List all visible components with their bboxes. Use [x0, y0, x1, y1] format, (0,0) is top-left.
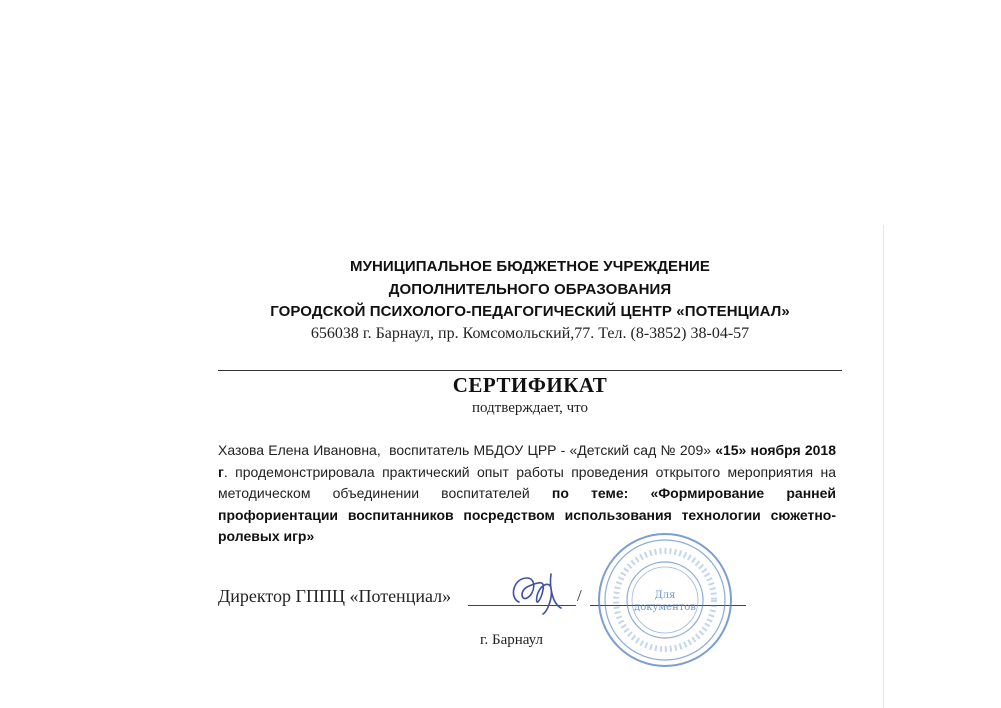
topic-title: «Формирование ранней профориентации воспитанников посредством использования технологии сюжетно-ролевых игр»: [218, 485, 836, 544]
org-header-line-3: ГОРОДСКОЙ ПСИХОЛОГО-ПЕДАГОГИЧЕСКИЙ ЦЕНТР «ПОТЕНЦИАЛ»: [270, 303, 790, 320]
certificate-subtitle: подтверждает, что: [471, 400, 589, 416]
org-header-line-2: ДОПОЛНИТЕЛЬНОГО ОБРАЗОВАНИЯ: [388, 281, 672, 298]
director-signature: [505, 568, 575, 618]
recipient-position: воспитатель МБДОУ ЦРР - «Детский сад № 209»: [389, 442, 712, 458]
page-fold-line: [883, 225, 884, 708]
organization-seal: [595, 530, 735, 670]
seal-center-text-2: документов: [634, 602, 696, 613]
seal-center-text-1: Для: [654, 590, 676, 601]
director-label: Директор ГППЦ «Потенциал»: [218, 586, 452, 606]
certificate-text: . продемонстрировала практический опыт работы проведения открытого мероприятия на методическом объединении воспитателей: [218, 463, 836, 501]
signature-stroke: [513, 574, 561, 614]
recipient-name: Хазова Елена Ивановна,: [218, 442, 381, 458]
city-footer: г. Барнаул: [480, 632, 543, 648]
signature-separator: /: [577, 586, 582, 605]
event-date: «15» ноября 2018 г: [218, 442, 837, 480]
certificate-title: СЕРТИФИКАТ: [452, 373, 608, 397]
org-address: 656038 г. Барнаул, пр. Комсомольский,77. Тел. (8-3852) 38-04-57: [310, 325, 750, 342]
certificate-body: [218, 440, 836, 548]
topic-label: по теме:: [551, 485, 629, 501]
header-divider: [218, 370, 842, 371]
org-header-line-1: МУНИЦИПАЛЬНОЕ БЮДЖЕТНОЕ УЧРЕЖДЕНИЕ: [349, 258, 711, 275]
